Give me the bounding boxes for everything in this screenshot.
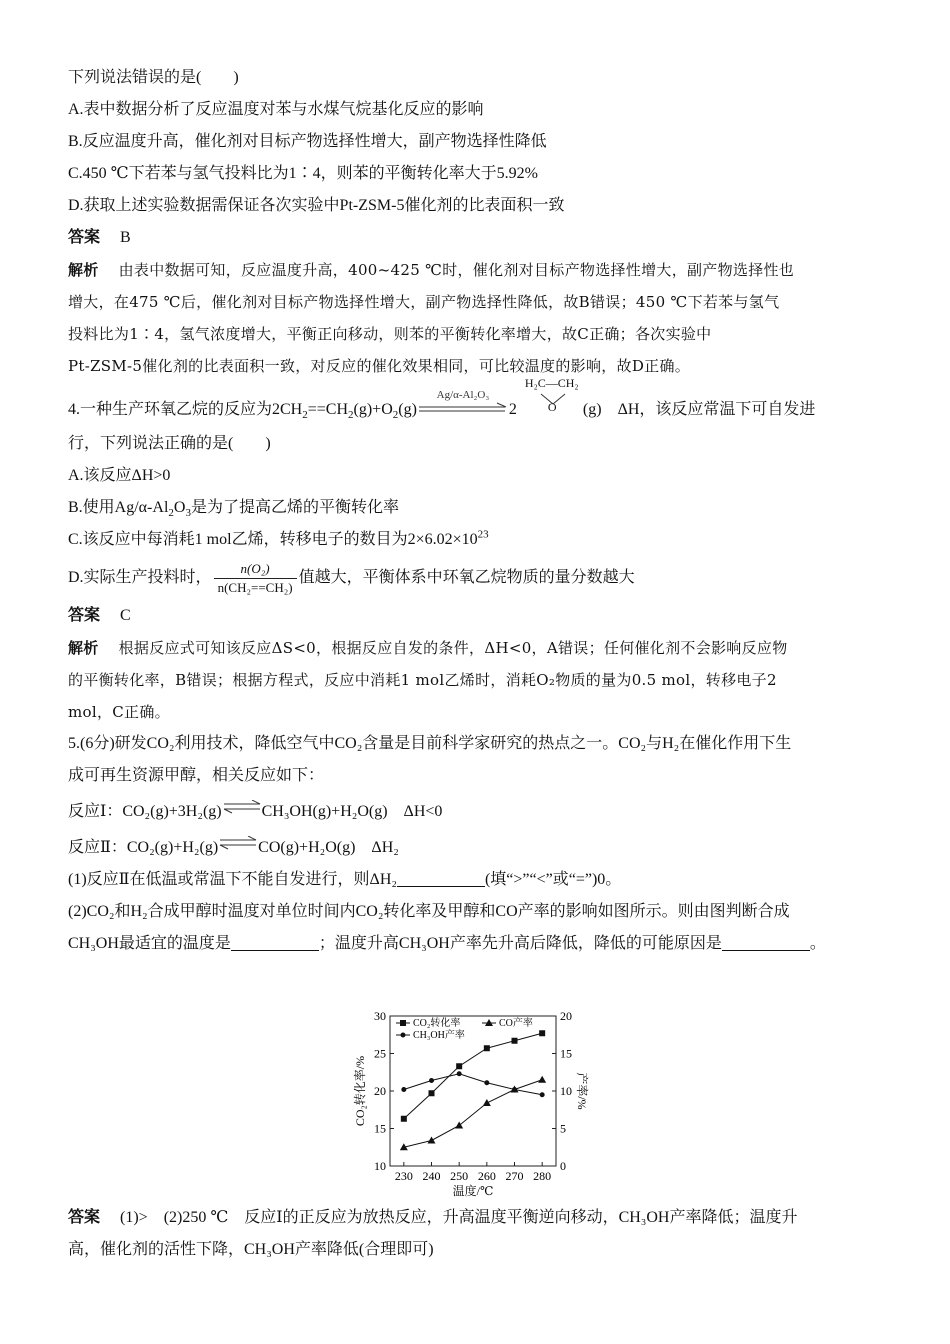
- q4-stem-part: (g)+O: [353, 401, 393, 418]
- document-page: [68, 62, 884, 960]
- answer-value: C: [120, 607, 131, 624]
- option-text: 值越大，平衡体系中环氧乙烷物质的量分数越大: [298, 569, 635, 586]
- data-point: [428, 1137, 436, 1144]
- data-point: [401, 1116, 407, 1122]
- q3-option-d: D.获取上述实验数据需保证各次实验中Pt-ZSM-5催化剂的比表面积一致: [68, 197, 565, 214]
- answer-label: 答案: [68, 607, 101, 624]
- epoxide-carbons: H₂C—CH₂: [524, 376, 579, 390]
- y-left-tick-label: 25: [374, 1046, 386, 1061]
- legend-label: CO产率: [499, 1018, 533, 1029]
- q3-stem: 下列说法错误的是( ): [68, 69, 239, 86]
- reaction-text: 反应Ⅱ：CO₂(g)+H₂(g): [68, 839, 219, 856]
- q5-stem-line2: 成可再生资源甲醇，相关反应如下：: [68, 767, 325, 784]
- explanation-line: 增大，在475 ℃后，催化剂对目标产物选择性增大，副产物选择性降低，故B错误；450 ℃下若苯与氢气: [68, 293, 780, 311]
- q3-answer: [68, 222, 884, 254]
- answer-blank[interactable]: [397, 868, 485, 887]
- q4-stem-part: (g) ΔH，该反应常温下可自发进: [582, 401, 816, 418]
- answer-blank[interactable]: [231, 932, 319, 951]
- data-point: [455, 1122, 463, 1129]
- epoxide-oxygen: O: [547, 400, 557, 414]
- data-point: [401, 1033, 406, 1038]
- q5-part-2: (2)CO₂和H₂合成甲醇时温度对单位时间内CO₂转化率及甲醇和CO产率的影响如图所示。则由图判断合成: [68, 903, 790, 920]
- explanation-label: 解析: [68, 261, 99, 279]
- reaction-text: CH₃OH(g)+H₂O(g) ΔH<0: [261, 803, 443, 820]
- q4-option-d: [68, 556, 884, 600]
- question-text: ；温度升高CH₃OH产率先升高后降低，降低的可能原因是: [318, 935, 722, 952]
- fraction-numerator: n(O₂): [214, 560, 297, 579]
- temperature-chart: [350, 1010, 590, 1200]
- x-axis-label: 温度/℃: [452, 1184, 494, 1198]
- q4-stem-part: ==CH: [307, 401, 349, 418]
- option-text: C.该反应中每消耗1 mol乙烯，转移电子的数目为2×6.02×10: [68, 531, 478, 548]
- q4-explanation: [68, 632, 884, 728]
- answer-label: 答案: [68, 1209, 101, 1226]
- reaction-1: [68, 796, 884, 828]
- q5-part-1: [68, 864, 884, 896]
- data-point: [483, 1099, 491, 1106]
- q4-answer: [68, 600, 884, 632]
- epoxide-structure: [517, 376, 583, 428]
- answer-value: B: [120, 229, 131, 246]
- question-text: CH₃OH最适宜的温度是: [68, 935, 231, 952]
- coefficient: 2: [508, 401, 517, 418]
- q4-option-c: [68, 524, 884, 556]
- equilibrium-arrow-icon: [222, 800, 262, 814]
- data-point: [538, 1076, 546, 1083]
- chart-svg: [350, 1010, 590, 1200]
- y-axis-right-label: 产率/%: [575, 1072, 589, 1110]
- explanation-line: 的平衡转化率，B错误；根据方程式，反应中消耗1 mol乙烯时，消耗O₂物质的量为0.5 mol，转移电子2: [68, 671, 777, 689]
- reaction-arrow: [417, 389, 509, 417]
- q5-answer-block: [68, 1202, 884, 1266]
- q5-answer: [68, 1202, 884, 1234]
- q5-answer-line2: 高，催化剂的活性下降，CH₃OH产率降低(合理即可): [68, 1241, 434, 1258]
- series-line: [404, 1074, 542, 1095]
- y-left-tick-label: 30: [374, 1010, 386, 1023]
- reaction-text: 反应Ⅰ：CO₂(g)+3H₂(g): [68, 803, 222, 820]
- option-text: 是为了提高乙烯的平衡转化率: [190, 499, 399, 516]
- x-tick-label: 250: [450, 1169, 469, 1183]
- explanation-line: 由表中数据可知，反应温度升高，400~425 ℃时，催化剂对目标产物选择性增大，副产物选择性也: [118, 261, 795, 279]
- option-text: D.实际生产投料时，: [68, 569, 212, 586]
- q3-option-c: C.450 ℃下若苯与氢气投料比为1∶4，则苯的平衡转化率大于5.92%: [68, 165, 538, 182]
- data-point: [401, 1087, 406, 1092]
- q3-option-a: A.表中数据分析了反应温度对苯与水煤气烷基化反应的影响: [68, 101, 484, 118]
- data-point: [512, 1087, 517, 1092]
- y-right-tick-label: 15: [560, 1046, 572, 1061]
- question-text: (1)反应Ⅱ在低温或常温下不能自发进行，则ΔH₂: [68, 871, 397, 888]
- q4-stem-line2: 行，下列说法正确的是( ): [68, 435, 271, 452]
- exponent: 23: [477, 528, 489, 541]
- legend-label: CH₃OH产率: [413, 1030, 465, 1041]
- y-right-tick-label: 10: [560, 1084, 572, 1098]
- y-left-tick-label: 20: [374, 1084, 386, 1098]
- reaction-2: [68, 832, 884, 864]
- data-point: [400, 1020, 406, 1026]
- series-line: [404, 1080, 542, 1148]
- q4-option-b: B.使用$Ag/\alpha-Al_2O_3$是为了提高乙烯的平衡转化率: [68, 499, 399, 520]
- x-tick-label: 270: [505, 1169, 524, 1183]
- y-left-tick-label: 15: [374, 1121, 386, 1136]
- q4-option-a: A.该反应ΔH>0: [68, 467, 171, 484]
- equilibrium-arrow-icon: [218, 836, 258, 850]
- catalyst-label: Ag/α-Al₂O₃: [436, 389, 490, 401]
- data-point: [484, 1080, 489, 1085]
- question-text: (填“>”“<”或“=”)0。: [484, 871, 622, 888]
- arrow-icon: [417, 395, 509, 417]
- explanation-line: Pt-ZSM-5催化剂的比表面积一致，对反应的催化效果相同，可比较温度的影响，故D正确。: [68, 357, 691, 375]
- data-point: [512, 1038, 518, 1044]
- q3-option-b: B.反应温度升高，催化剂对目标产物选择性增大，副产物选择性降低: [68, 133, 547, 150]
- q4-stem: 4.一种生产环氧乙烷的反应为$2CH_2==CH_2(g)+O_2(g)$ Ag/α-Al₂O₃ 2 H₂C—CH₂ O (g) ΔH，该反应常温下可自发进: [68, 390, 884, 428]
- data-point: [540, 1092, 545, 1097]
- x-tick-label: 230: [394, 1169, 413, 1183]
- legend-label: CO₂转化率: [413, 1018, 461, 1029]
- data-point: [484, 1045, 490, 1051]
- explanation-line: mol，C正确。: [68, 703, 170, 721]
- y-right-tick-label: 5: [560, 1121, 566, 1136]
- explanation-line: 投料比为1∶4，氢气浓度增大，平衡正向移动，则苯的平衡转化率增大，故C正确；各次实验中: [68, 325, 712, 343]
- q5-stem: 5.(6分)研发CO₂利用技术，降低空气中CO₂含量是目前科学家研究的热点之一。CO₂与H₂在催化作用下生: [68, 735, 792, 752]
- x-tick-label: 240: [422, 1169, 441, 1183]
- ratio-fraction: [214, 560, 297, 597]
- data-point: [429, 1090, 435, 1096]
- option-text: O: [173, 499, 186, 516]
- data-point: [429, 1078, 434, 1083]
- q4-stem-part: (g): [398, 401, 417, 418]
- y-right-tick-label: 20: [560, 1010, 572, 1023]
- series-line: [404, 1033, 542, 1119]
- q3-explanation: [68, 254, 884, 382]
- y-right-tick-label: 0: [560, 1159, 566, 1173]
- answer-label: 答案: [68, 229, 101, 246]
- q4-stem-part: 4.一种生产环氧乙烷的反应为2CH: [68, 401, 303, 418]
- question-text: 。: [809, 935, 826, 952]
- explanation-label: 解析: [68, 639, 99, 657]
- answer-blank[interactable]: [722, 932, 810, 951]
- option-text: B.使用Ag/α-Al: [68, 499, 169, 516]
- x-tick-label: 280: [533, 1169, 552, 1183]
- explanation-line: 根据反应式可知该反应ΔS<0，根据反应自发的条件，ΔH<0，A错误；任何催化剂不会影响反应物: [118, 639, 788, 657]
- data-point: [539, 1030, 545, 1036]
- y-left-tick-label: 10: [374, 1159, 386, 1173]
- q5-part-2-line2: [68, 928, 884, 960]
- data-point: [456, 1063, 462, 1069]
- reaction-text: CO(g)+H₂O(g) ΔH₂: [258, 839, 399, 856]
- x-tick-label: 260: [477, 1169, 496, 1183]
- answer-text: (1)> (2)250 ℃ 反应Ⅰ的正反应为放热反应，升高温度平衡逆向移动，CH₃OH产率降低；温度升: [120, 1209, 798, 1226]
- y-axis-left-label: CO₂转化率/%: [353, 1055, 367, 1127]
- data-point: [457, 1071, 462, 1076]
- fraction-denominator: n(CH₂==CH₂): [217, 579, 293, 595]
